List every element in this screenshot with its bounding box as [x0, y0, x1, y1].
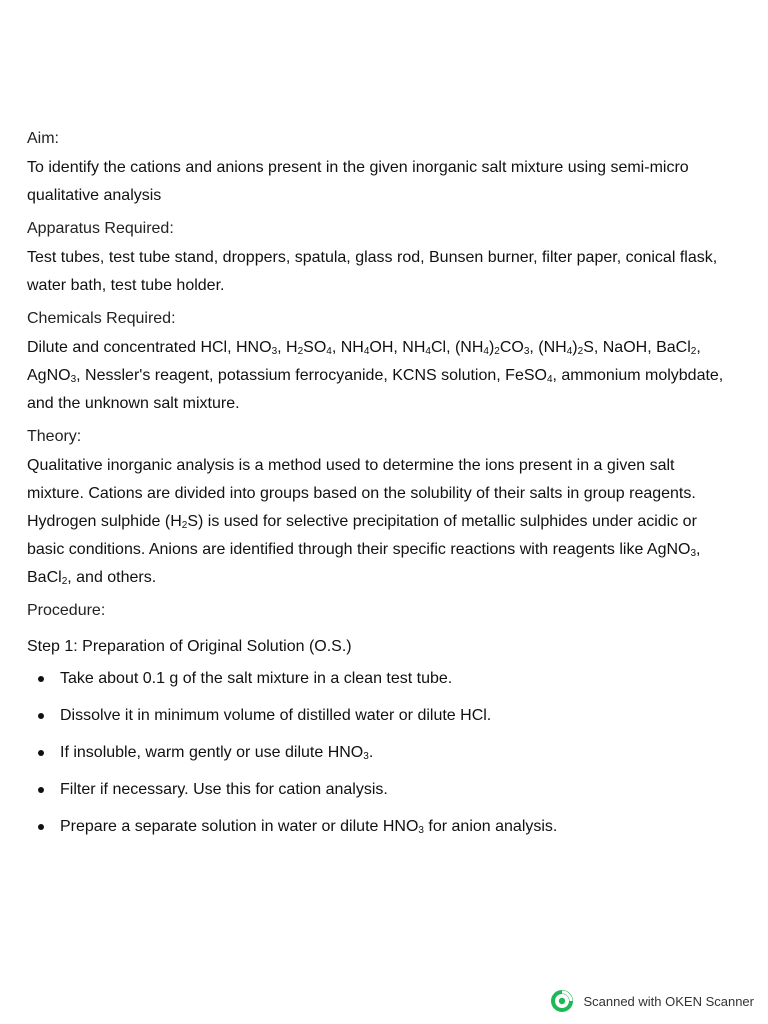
- scanner-watermark: [551, 990, 754, 1012]
- bullet-icon: [38, 787, 44, 793]
- bullet-icon: [38, 824, 44, 830]
- watermark-text: Scanned with OKEN Scanner: [583, 993, 754, 1009]
- list-item: If insoluble, warm gently or use dilute $HNO_3$.: [27, 742, 727, 764]
- apparatus-heading: Apparatus Required:: [27, 220, 174, 237]
- aim-text: To identify the cations and anions present in the given inorganic salt mixture using semi-micro qualitative analysis: [27, 159, 689, 204]
- bullet-icon: [38, 676, 44, 682]
- list-item: Dissolve it in minimum volume of distilled water or dilute HCl.: [27, 705, 727, 727]
- theory-text: Qualitative inorganic analysis is a method used to determine the ions present in a given salt mixture. Cations are divided into groups based on the solubility of their salts in group reagents. Hydrogen sulphide $(H_2S)$ is used for selective precipitation of metallic sulphides under acidic or basic conditions. Anions are identified through their specific reactions with reagents like AgNO$_3$, BaCl$_2$, and others.: [27, 457, 701, 587]
- theory-heading: Theory:: [27, 428, 82, 445]
- apparatus-text: Test tubes, test tube stand, droppers, spatula, glass rod, Bunsen burner, filter paper, conical flask, water bath, test tube holder.: [27, 249, 718, 294]
- procedure-heading: Procedure:: [27, 602, 106, 619]
- bullet-icon: [38, 750, 44, 756]
- bullet-icon: [38, 713, 44, 719]
- step1-list: [27, 668, 727, 838]
- chemicals-text: Dilute and concentrated HCl, $HNO_3$, $H_2SO_4$, $NH_4OH$, $NH_4Cl$, $(NH_4)_2CO_3$, $(NH_4)_2S$, NaOH, BaCl$_2$, AgNO$_3$, Nessler's reagent, potassium ferrocyanide, KCNS solution, FeSO$_4$, ammonium molybdate, and the unknown salt mixture.: [27, 339, 724, 412]
- list-item: Take about 0.1 g of the salt mixture in a clean test tube.: [27, 668, 727, 690]
- chemicals-heading: Chemicals Required:: [27, 310, 176, 327]
- aim-heading: Aim:: [27, 130, 59, 147]
- step1-title: Step 1: Preparation of Original Solution (O.S.): [27, 638, 352, 655]
- scanner-logo-icon: [551, 990, 573, 1012]
- document-page: [27, 128, 727, 853]
- list-item: Filter if necessary. Use this for cation analysis.: [27, 779, 727, 801]
- list-item: Prepare a separate solution in water or dilute $HNO_3$ for anion analysis.: [27, 816, 727, 838]
